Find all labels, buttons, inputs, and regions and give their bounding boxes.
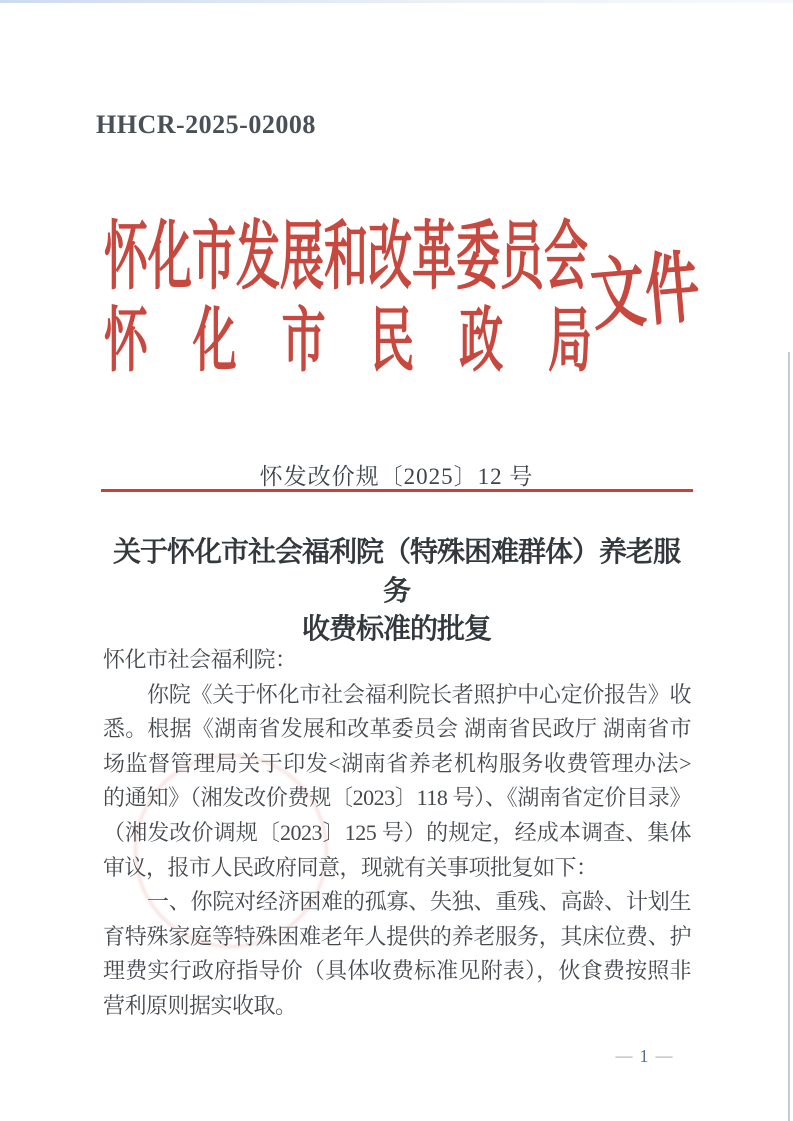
document-title — [100, 534, 693, 650]
document-body — [103, 643, 691, 1024]
body-line: 场监督管理局关于印发<湖南省养老机构服务收费管理办法> — [103, 750, 691, 776]
letterhead-char: 改 — [368, 215, 412, 300]
page-number — [592, 1043, 696, 1069]
page-number-dash-right: — — [655, 1046, 673, 1065]
body-line: 的通知》（湘发改价费规〔2023〕118 号）、《湖南省定价目录》 — [103, 785, 691, 811]
doc-reference-code: HHCR-2025-02008 — [96, 110, 316, 139]
letterhead-char: 发 — [236, 215, 280, 300]
scan-edge-top — [0, 0, 793, 3]
body-line: 你院《关于怀化市社会福利院长者照护中心定价报告》收 — [147, 681, 691, 707]
body-line: 一、你院对经济困难的孤寡、失独、重残、高龄、计划生 — [147, 889, 691, 915]
letterhead-char: 化 — [148, 215, 192, 300]
salutation: 怀化市社会福利院： — [103, 647, 297, 672]
letterhead-char: 市 — [192, 215, 236, 300]
title-line-1: 关于怀化市社会福利院（特殊困难群体）养老服务 — [112, 537, 680, 607]
letterhead-char: 化 — [192, 302, 237, 381]
letterhead-char: 怀 — [104, 302, 148, 381]
letterhead-char: 市 — [281, 302, 326, 381]
title-line-2: 收费标准的批复 — [301, 614, 491, 645]
letterhead-org-2 — [104, 302, 592, 381]
letterhead-org-1 — [104, 215, 588, 300]
letterhead-suffix: 文件 — [587, 244, 703, 341]
letterhead-char: 民 — [370, 302, 415, 381]
letterhead-char: 会 — [544, 215, 588, 300]
page-number-dash-left: — — [615, 1046, 633, 1065]
letterhead-char: 局 — [547, 302, 592, 381]
body-line: 理费实行政府指导价（具体收费标准见附表），伙食费按照非 — [103, 958, 691, 984]
body-line: 营利原则据实收取。 — [103, 992, 297, 1018]
body-line: 育特殊家庭等特殊困难老年人提供的养老服务，其床位费、护 — [103, 923, 691, 949]
page-number-value: 1 — [639, 1045, 649, 1066]
letterhead-char: 政 — [459, 302, 504, 381]
body-line: 悉。根据《湖南省发展和改革委员会 湖南省民政厅 湖南省市 — [103, 716, 691, 742]
letterhead-char: 革 — [412, 215, 456, 300]
letterhead-char: 委 — [456, 215, 500, 300]
body-line: 审议，报市人民政府同意，现就有关事项批复如下： — [103, 854, 598, 880]
body-line: （湘发改价调规〔2023〕125 号）的规定，经成本调查、集体 — [103, 819, 691, 845]
scan-edge-right — [788, 352, 790, 1121]
document-number: 怀发改价规〔2025〕12 号 — [259, 464, 534, 489]
letterhead-char: 员 — [500, 215, 544, 300]
letterhead-char: 怀 — [104, 215, 148, 300]
letterhead-char: 展 — [280, 215, 324, 300]
letterhead-char: 和 — [324, 215, 368, 300]
letterhead-divider-line — [101, 489, 693, 492]
